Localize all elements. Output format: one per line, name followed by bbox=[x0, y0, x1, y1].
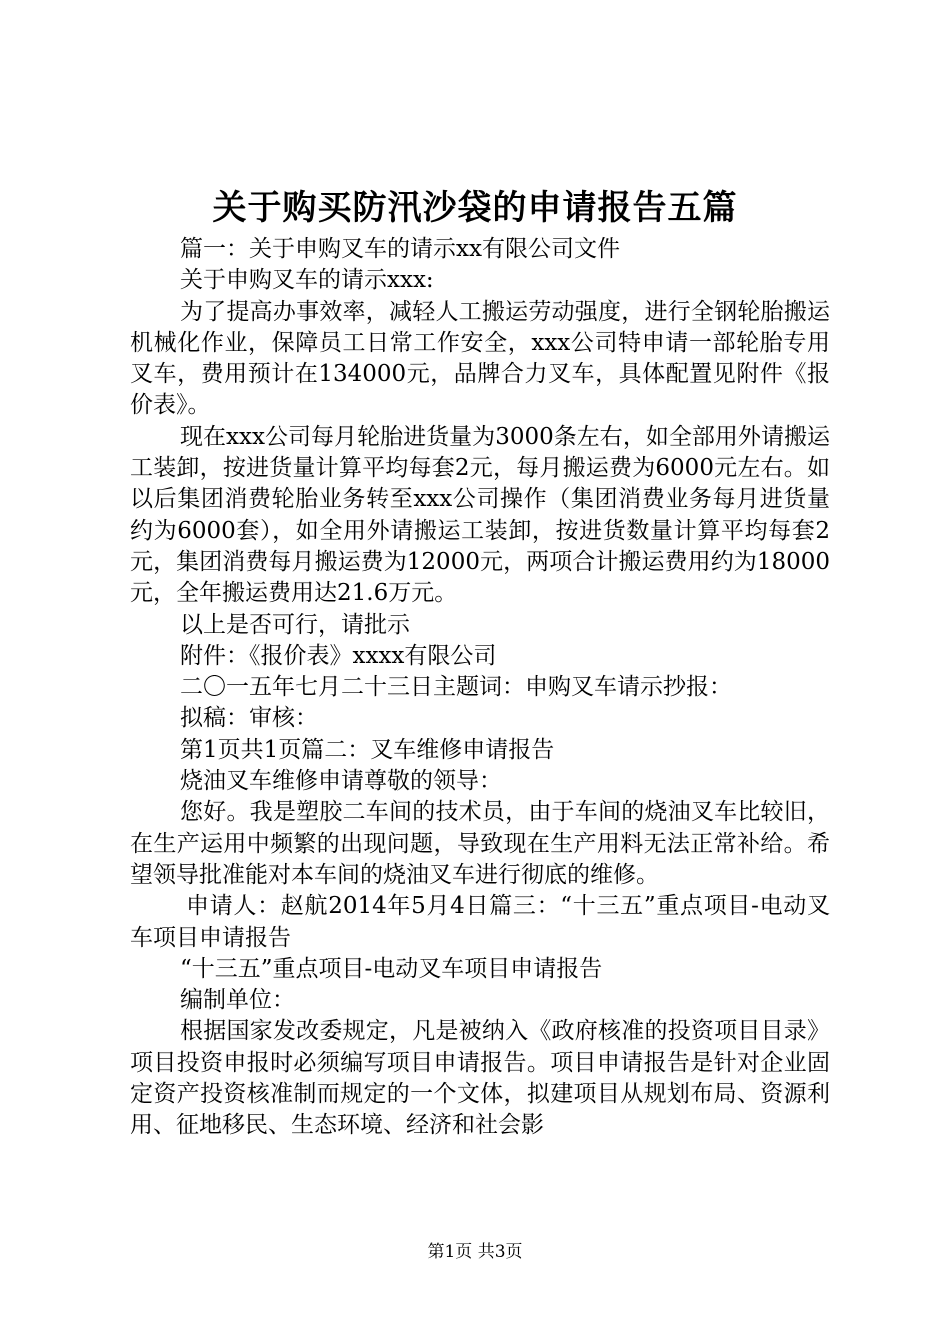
paragraph-3: 为了提高办事效率，减轻人工搬运劳动强度，进行全钢轮胎搬运机械化作业，保障员工日常工作安全，xxx公司特申请一部轮胎专用叉车，费用预计在134000元，品牌合力叉车，具体配置见附件《报价表》。 bbox=[130, 298, 830, 419]
page-footer: 第1页 共3页 bbox=[427, 1242, 523, 1262]
paragraph-5: 以上是否可行，请批示 bbox=[180, 611, 410, 638]
paragraph-4: 现在xxx公司每月轮胎进货量为3000条左右，如全部用外请搬运工装卸，按进货量计算平均每套2元，每月搬运费为6000元左右。如以后集团消费轮胎业务转至xxx公司操作（集团消费业务每月进货量约为6000套），如全用外请搬运工装卸，按进货数量计算平均每套2元，集团消费每月搬运费为12000元，两项合计搬运费用约为18000元，全年搬运费用达21.6万元。 bbox=[130, 423, 830, 607]
paragraph-2: 关于申购叉车的请示xxx: bbox=[180, 267, 434, 294]
document-title: 关于购买防汛沙袋的申请报告五篇 bbox=[212, 188, 738, 228]
paragraph-6: 附件：《报价表》xxxx有限公司 bbox=[180, 642, 497, 669]
paragraph-15: 根据国家发改委规定，凡是被纳入《政府核准的投资项目目录》项目投资申报时必须编写项目申请报告。项目申请报告是针对企业固定资产投资核准制而规定的一个文体，拟建项目从规划布局、资源利用、征地移民、生态环境、经济和社会影 bbox=[130, 1018, 830, 1139]
paragraph-9: 第1页共1页篇二：叉车维修申请报告 bbox=[180, 736, 555, 763]
paragraph-1: 篇一：关于申购叉车的请示xx有限公司文件 bbox=[180, 236, 620, 262]
paragraph-13: “十三五”重点项目-电动叉车项目申请报告 bbox=[180, 955, 603, 982]
paragraph-11: 您好。我是塑胶二车间的技术员，由于车间的烧油叉车比较旧，在生产运用中频繁的出现问题，导致现在生产用料无法正常补给。希望领导批准能对本车间的烧油叉车进行彻底的维修。 bbox=[130, 799, 830, 888]
paragraph-14: 编制单位： bbox=[180, 987, 295, 1014]
paragraph-10: 烧油叉车维修申请尊敬的领导： bbox=[180, 768, 502, 795]
paragraph-7: 二〇一五年七月二十三日主题词：申购叉车请示抄报： bbox=[180, 674, 732, 701]
document-body bbox=[130, 234, 830, 1142]
paragraph-12: 申请人：赵航2014年5月4日篇三：“十三五”重点项目-电动叉车项目申请报告 bbox=[130, 893, 830, 951]
paragraph-8: 拟稿：审核： bbox=[180, 705, 318, 732]
